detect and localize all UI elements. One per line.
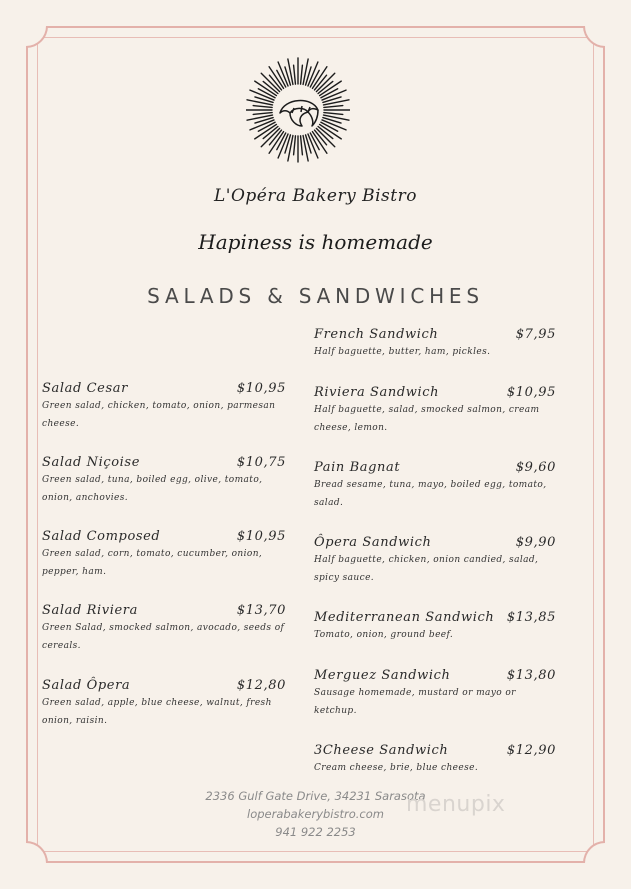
- menu-item-french-sandwich: [314, 327, 556, 361]
- item-name: Mediterranean Sandwich: [314, 610, 495, 625]
- item-price: $13,85: [506, 610, 556, 625]
- item-description: Green Salad, smocked salmon, avocado, seeds of cereals.: [42, 623, 285, 651]
- item-price: $9,60: [515, 460, 556, 475]
- menu-item-3cheese-sandwich: [314, 743, 556, 777]
- item-description: Bread sesame, tuna, mayo, boiled egg, tomato, salad.: [314, 480, 547, 508]
- item-name: Salad Ôpera: [42, 678, 131, 693]
- item-description: Half baguette, chicken, onion candied, salad, spicy sauce.: [314, 555, 539, 583]
- menu-item-salad-riviera: [42, 603, 286, 655]
- menu-heading: SALADS & SANDWICHES: [147, 284, 484, 308]
- item-price: $13,80: [506, 668, 556, 683]
- item-price: $10,95: [236, 381, 286, 396]
- menu-item-salad-cesar: [42, 381, 286, 433]
- menu-item-salad-composed: [42, 529, 286, 581]
- menu-item-mediterranean-sandwich: [314, 610, 556, 644]
- phone-number: 941 922 2253: [275, 825, 356, 839]
- item-description: Half baguette, salad, smocked salmon, cream cheese, lemon.: [314, 405, 540, 433]
- menu-item-salad-nicoise: [42, 455, 286, 507]
- address: 2336 Gulf Gate Drive, 34231 Sarasota: [205, 789, 426, 803]
- website-link[interactable]: loperabakerybistro.com: [247, 807, 384, 821]
- item-description: Sausage homemade, mustard or mayo or ketchup.: [314, 688, 516, 716]
- menu-item-merguez-sandwich: [314, 668, 556, 720]
- menu-item-riviera-sandwich: [314, 385, 556, 437]
- sunburst-ray: [324, 106, 343, 108]
- sunburst-ray: [324, 113, 343, 115]
- item-name: Salad Cesar: [42, 381, 128, 396]
- sunburst-ray: [253, 113, 272, 115]
- item-description: Cream cheese, brie, blue cheese.: [314, 763, 479, 773]
- item-description: Green salad, chicken, tomato, onion, parmesan cheese.: [42, 401, 276, 429]
- item-description: Green salad, corn, tomato, cucumber, onion, pepper, ham.: [42, 549, 263, 577]
- item-name: Riviera Sandwich: [314, 385, 440, 400]
- item-name: Ôpera Sandwich: [314, 535, 432, 550]
- item-price: $13,70: [236, 603, 286, 618]
- sunburst-ray: [294, 136, 296, 155]
- item-description: Half baguette, butter, ham, pickles.: [314, 347, 491, 357]
- brand-name: L'Opéra Bakery Bistro: [214, 186, 417, 206]
- item-price: $9,90: [515, 535, 556, 550]
- sunburst-ray: [253, 106, 272, 108]
- item-name: Salad Riviera: [42, 603, 138, 618]
- croissant-sunburst-logo: [246, 50, 350, 178]
- item-price: $12,90: [506, 743, 556, 758]
- tagline: Hapiness is homemade: [198, 230, 433, 254]
- item-price: $10,95: [236, 529, 286, 544]
- menu-item-salad-opera: [42, 678, 286, 730]
- item-name: Salad Composed: [42, 529, 161, 544]
- menu-item-pain-bagnat: [314, 460, 556, 512]
- item-name: 3Cheese Sandwich: [314, 743, 449, 758]
- menu-item-opera-sandwich: [314, 535, 556, 587]
- sunburst-ray: [301, 136, 303, 155]
- item-price: $12,80: [236, 678, 286, 693]
- item-price: $7,95: [515, 327, 556, 342]
- item-name: Merguez Sandwich: [314, 668, 451, 683]
- item-name: French Sandwich: [314, 327, 439, 342]
- item-price: $10,75: [236, 455, 286, 470]
- item-description: Tomato, onion, ground beef.: [314, 630, 454, 640]
- item-price: $10,95: [506, 385, 556, 400]
- sunburst-ray: [294, 65, 296, 84]
- watermark: menupix: [406, 792, 506, 817]
- item-description: Green salad, apple, blue cheese, walnut, fresh onion, raisin.: [42, 698, 272, 726]
- item-name: Salad Niçoise: [42, 455, 140, 470]
- item-name: Pain Bagnat: [314, 460, 401, 475]
- item-description: Green salad, tuna, boiled egg, olive, tomato, onion, anchovies.: [42, 475, 263, 503]
- sunburst-ray: [301, 65, 303, 84]
